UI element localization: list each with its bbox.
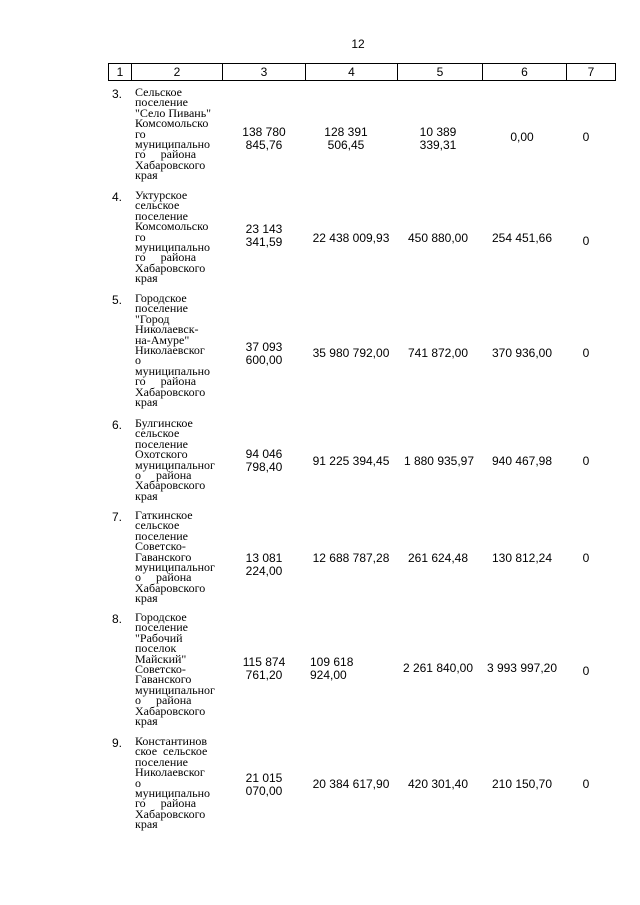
col5-value: 741 872,00 [407,346,469,360]
col3-value: 23 143 341,59 [245,222,283,249]
header-col-3: 3 [223,64,306,80]
header-col-1: 1 [109,64,132,80]
table-header [108,63,616,81]
col6-value: 0,00 [510,130,534,144]
row-number: 8. [112,612,123,626]
col7-value: 0 [582,346,590,360]
col3-value: 94 046 798,40 [245,447,283,474]
header-col-4: 4 [306,64,398,80]
row-number: 9. [112,736,123,750]
col6-value: 210 150,70 [491,777,553,791]
col6-value: 940 467,98 [491,454,553,468]
col7-value: 0 [582,664,590,678]
col5-value: 10 389 339,31 [419,125,457,152]
col3-value: 37 093 600,00 [245,340,283,367]
row-number: 3. [112,87,123,101]
col5-value: 1 880 935,97 [403,454,475,468]
col5-value: 261 624,48 [407,551,469,565]
col5-value: 420 301,40 [407,777,469,791]
row-number: 4. [112,190,123,204]
settlement-name: Булгинское сельское поселение Охотского муниципальног о района Хабаровского края [135,416,215,503]
row-number: 7. [112,510,123,524]
col7-value: 0 [582,454,590,468]
col5-value: 2 261 840,00 [402,661,474,675]
col4-value: 22 438 009,93 [312,231,390,245]
col6-value: 370 936,00 [491,346,553,360]
col3-value: 115 874 761,20 [242,655,286,682]
settlement-name: Константинов ское сельское поселение Николаевског о муниципально го района Хабаровского края [135,734,211,832]
col4-value: 91 225 394,45 [312,454,390,468]
col5-value: 450 880,00 [407,231,469,245]
col6-value: 254 451,66 [491,231,553,245]
col3-value: 21 015 070,00 [245,771,283,798]
col4-value: 109 618 924,00 [310,655,354,682]
col3-value: 138 780 845,76 [242,125,286,152]
settlement-name: Уктурское сельское поселение Комсомольско го муниципально го района Хабаровского края [135,188,211,286]
page-number: 12 [351,37,365,51]
col4-value: 20 384 617,90 [312,777,390,791]
col3-value: 13 081 224,00 [245,551,283,578]
col6-value: 130 812,24 [491,551,553,565]
col6-value: 3 993 997,20 [486,661,558,675]
header-col-5: 5 [398,64,483,80]
col4-value: 128 391 506,45 [324,125,368,152]
settlement-name: Городское поселение "Город Николаевск- на-Амуре" Николаевског о муниципально го района Хабаровского края [135,291,211,410]
header-col-2: 2 [132,64,223,80]
header-col-6: 6 [483,64,567,80]
col7-value: 0 [582,551,590,565]
settlement-name: Сельское поселение "Село Пивань" Комсомольско го муниципально го района Хабаровского края [135,85,212,183]
row-number: 5. [112,293,123,307]
settlement-name: Городское поселение "Рабочий поселок Майский" Советско- Гаванского муниципальног о района Хабаровского края [135,610,215,729]
settlement-name: Гаткинское сельское поселение Советско- Гаванского муниципальног о района Хабаровского края [135,508,215,606]
col4-value: 35 980 792,00 [312,346,390,360]
header-col-7: 7 [587,65,595,79]
col7-value: 0 [582,234,590,248]
col4-value: 12 688 787,28 [312,551,390,565]
col7-value: 0 [582,130,590,144]
row-number: 6. [112,418,123,432]
col7-value: 0 [582,777,590,791]
